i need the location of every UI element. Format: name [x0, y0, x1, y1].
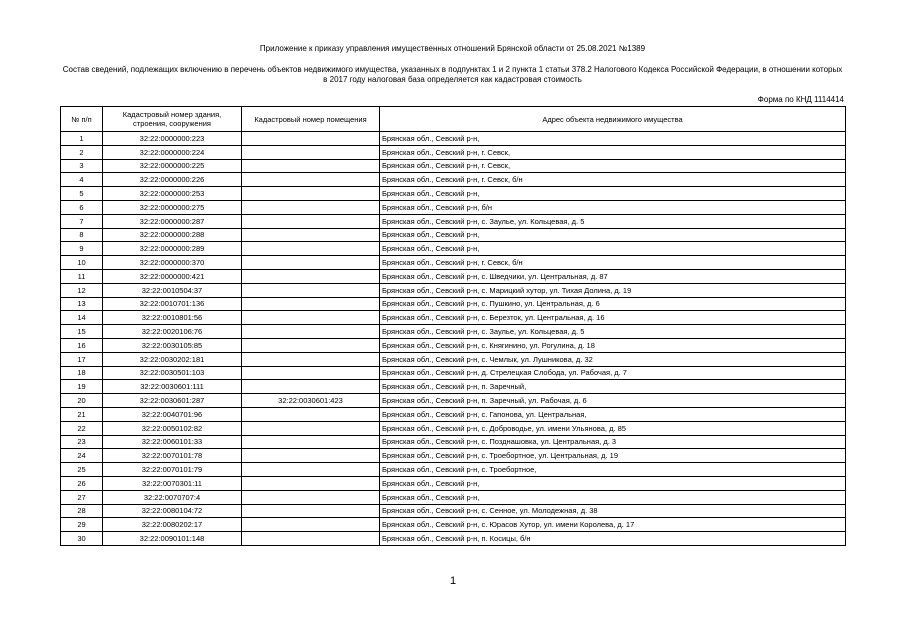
document-header: Приложение к приказу управления имущественных отношений Брянской области от 25.08.2021 №1389 [259, 44, 646, 53]
address: Брянская обл., Севский р-н, п. Заречный, ул. Рабочая, д. 6 [380, 394, 846, 408]
column-header-num: № п/п [61, 107, 103, 132]
room-cadastral-number [242, 311, 380, 325]
row-number: 24 [61, 449, 103, 463]
table-row [61, 200, 846, 214]
room-cadastral-number [242, 214, 380, 228]
row-number: 16 [61, 338, 103, 352]
table-row [61, 352, 846, 366]
room-cadastral-number [242, 366, 380, 380]
row-number: 3 [61, 159, 103, 173]
room-cadastral-number [242, 187, 380, 201]
address: Брянская обл., Севский р-н, с. Шведчики, ул. Центральная, д. 87 [380, 269, 846, 283]
address: Брянская обл., Севский р-н, с. Заулье, ул. Кольцевая, д. 5 [380, 325, 846, 339]
building-cadastral-number: 32:22:0000000:370 [103, 256, 242, 270]
table-row [61, 269, 846, 283]
table-row [61, 435, 846, 449]
form-code-label: Форма по КНД 1114414 [757, 95, 844, 104]
building-cadastral-number: 32:22:0070301:11 [103, 476, 242, 490]
row-number: 9 [61, 242, 103, 256]
room-cadastral-number [242, 476, 380, 490]
address: Брянская обл., Севский р-н, с. Доброводье, ул. имени Ульянова, д. 85 [380, 421, 846, 435]
building-cadastral-number: 32:22:0030202:181 [103, 352, 242, 366]
table-row [61, 145, 846, 159]
table-row [61, 132, 846, 146]
table-row [61, 283, 846, 297]
building-cadastral-number: 32:22:0090101:148 [103, 532, 242, 546]
building-cadastral-number: 32:22:0050102:82 [103, 421, 242, 435]
room-cadastral-number [242, 352, 380, 366]
row-number: 20 [61, 394, 103, 408]
property-table [60, 106, 846, 546]
address: Брянская обл., Севский р-н, п. Заречный, [380, 380, 846, 394]
room-cadastral-number [242, 145, 380, 159]
table-row [61, 380, 846, 394]
table-row [61, 476, 846, 490]
table-row [61, 173, 846, 187]
address: Брянская обл., Севский р-н, с. Березток, ул. Центральная, д. 16 [380, 311, 846, 325]
building-cadastral-number: 32:22:0070101:79 [103, 463, 242, 477]
room-cadastral-number [242, 490, 380, 504]
row-number: 13 [61, 297, 103, 311]
column-header-building: Кадастровый номер здания, строения, сооружения [103, 107, 242, 132]
row-number: 19 [61, 380, 103, 394]
address: Брянская обл., Севский р-н, [380, 490, 846, 504]
page-number: 1 [450, 575, 457, 587]
room-cadastral-number [242, 504, 380, 518]
building-cadastral-number: 32:22:0000000:225 [103, 159, 242, 173]
table-row [61, 490, 846, 504]
address: Брянская обл., Севский р-н, с. Гапонова, ул. Центральная, [380, 407, 846, 421]
building-cadastral-number: 32:22:0040701:96 [103, 407, 242, 421]
room-cadastral-number [242, 435, 380, 449]
table-row [61, 449, 846, 463]
address: Брянская обл., Севский р-н, с. Сенное, ул. Молодежная, д. 38 [380, 504, 846, 518]
table-row [61, 256, 846, 270]
building-cadastral-number: 32:22:0000000:421 [103, 269, 242, 283]
address: Брянская обл., Севский р-н, с. Княгинино, ул. Рогулина, д. 18 [380, 338, 846, 352]
building-cadastral-number: 32:22:0010801:56 [103, 311, 242, 325]
building-cadastral-number: 32:22:0000000:253 [103, 187, 242, 201]
table-row [61, 297, 846, 311]
address: Брянская обл., Севский р-н, с. Троебортное, ул. Центральная, д. 19 [380, 449, 846, 463]
room-cadastral-number [242, 283, 380, 297]
table-row [61, 214, 846, 228]
address: Брянская обл., Севский р-н, с. Юрасов Хутор, ул. имени Королева, д. 17 [380, 518, 846, 532]
row-number: 8 [61, 228, 103, 242]
address: Брянская обл., Севский р-н, [380, 228, 846, 242]
row-number: 2 [61, 145, 103, 159]
room-cadastral-number [242, 242, 380, 256]
room-cadastral-number [242, 325, 380, 339]
table-row [61, 159, 846, 173]
room-cadastral-number [242, 532, 380, 546]
building-cadastral-number: 32:22:0000000:287 [103, 214, 242, 228]
room-cadastral-number [242, 407, 380, 421]
address: Брянская обл., Севский р-н, п. Косицы, б/н [380, 532, 846, 546]
document-description: Состав сведений, подлежащих включению в перечень объектов недвижимого имущества, указанных в подпунктах 1 и 2 пункта 1 статьи 378.2 Налогового Кодекса Российской Федерации, в отношении которых в 2017 году налоговая база определяется как кадастровая стоимость [62, 65, 843, 84]
room-cadastral-number [242, 338, 380, 352]
building-cadastral-number: 32:22:0080202:17 [103, 518, 242, 532]
building-cadastral-number: 32:22:0030601:111 [103, 380, 242, 394]
row-number: 28 [61, 504, 103, 518]
row-number: 26 [61, 476, 103, 490]
building-cadastral-number: 32:22:0020106:76 [103, 325, 242, 339]
address: Брянская обл., Севский р-н, [380, 476, 846, 490]
address: Брянская обл., Севский р-н, б/н [380, 200, 846, 214]
room-cadastral-number: 32:22:0030601:423 [242, 394, 380, 408]
row-number: 18 [61, 366, 103, 380]
row-number: 30 [61, 532, 103, 546]
room-cadastral-number [242, 173, 380, 187]
row-number: 1 [61, 132, 103, 146]
row-number: 21 [61, 407, 103, 421]
building-cadastral-number: 32:22:0060101:33 [103, 435, 242, 449]
table-body [61, 132, 846, 546]
table-row [61, 325, 846, 339]
building-cadastral-number: 32:22:0000000:289 [103, 242, 242, 256]
row-number: 25 [61, 463, 103, 477]
room-cadastral-number [242, 421, 380, 435]
building-cadastral-number: 32:22:0030601:287 [103, 394, 242, 408]
table-row [61, 394, 846, 408]
room-cadastral-number [242, 380, 380, 394]
column-header-address: Адрес объекта недвижимого имущества [380, 107, 846, 132]
row-number: 27 [61, 490, 103, 504]
table-row [61, 338, 846, 352]
room-cadastral-number [242, 297, 380, 311]
table-row [61, 421, 846, 435]
address: Брянская обл., Севский р-н, г. Севск, б/н [380, 256, 846, 270]
room-cadastral-number [242, 463, 380, 477]
address: Брянская обл., Севский р-н, г. Севск, б/н [380, 173, 846, 187]
table-row [61, 311, 846, 325]
building-cadastral-number: 32:22:0000000:288 [103, 228, 242, 242]
table-row [61, 504, 846, 518]
building-cadastral-number: 32:22:0030105:85 [103, 338, 242, 352]
address: Брянская обл., Севский р-н, с. Чемлык, ул. Лушникова, д. 32 [380, 352, 846, 366]
building-cadastral-number: 32:22:0010701:136 [103, 297, 242, 311]
row-number: 5 [61, 187, 103, 201]
table-row [61, 518, 846, 532]
row-number: 4 [61, 173, 103, 187]
row-number: 11 [61, 269, 103, 283]
building-cadastral-number: 32:22:0010504:37 [103, 283, 242, 297]
table-row [61, 366, 846, 380]
room-cadastral-number [242, 132, 380, 146]
row-number: 7 [61, 214, 103, 228]
address: Брянская обл., Севский р-н, [380, 242, 846, 256]
address: Брянская обл., Севский р-н, с. Заулье, ул. Кольцевая, д. 5 [380, 214, 846, 228]
address: Брянская обл., Севский р-н, с. Позднашовка, ул. Центральная, д. 3 [380, 435, 846, 449]
table-row [61, 242, 846, 256]
row-number: 17 [61, 352, 103, 366]
table-row [61, 532, 846, 546]
room-cadastral-number [242, 200, 380, 214]
column-header-room: Кадастровый номер помещения [242, 107, 380, 132]
building-cadastral-number: 32:22:0000000:275 [103, 200, 242, 214]
table-row [61, 463, 846, 477]
row-number: 23 [61, 435, 103, 449]
room-cadastral-number [242, 449, 380, 463]
address: Брянская обл., Севский р-н, с. Пушкино, ул. Центральная, д. 6 [380, 297, 846, 311]
row-number: 29 [61, 518, 103, 532]
row-number: 10 [61, 256, 103, 270]
address: Брянская обл., Севский р-н, с. Марицкий хутор, ул. Тихая Долина, д. 19 [380, 283, 846, 297]
building-cadastral-number: 32:22:0000000:224 [103, 145, 242, 159]
building-cadastral-number: 32:22:0070707:4 [103, 490, 242, 504]
room-cadastral-number [242, 256, 380, 270]
table-header-row [61, 107, 846, 132]
address: Брянская обл., Севский р-н, д. Стрелецкая Слобода, ул. Рабочая, д. 7 [380, 366, 846, 380]
row-number: 22 [61, 421, 103, 435]
building-cadastral-number: 32:22:0000000:226 [103, 173, 242, 187]
room-cadastral-number [242, 518, 380, 532]
row-number: 12 [61, 283, 103, 297]
address: Брянская обл., Севский р-н, с. Троебортное, [380, 463, 846, 477]
room-cadastral-number [242, 269, 380, 283]
row-number: 6 [61, 200, 103, 214]
room-cadastral-number [242, 159, 380, 173]
table-row [61, 187, 846, 201]
address: Брянская обл., Севский р-н, г. Севск, [380, 145, 846, 159]
address: Брянская обл., Севский р-н, г. Севск, [380, 159, 846, 173]
address: Брянская обл., Севский р-н, [380, 132, 846, 146]
address: Брянская обл., Севский р-н, [380, 187, 846, 201]
table-row [61, 407, 846, 421]
building-cadastral-number: 32:22:0080104:72 [103, 504, 242, 518]
room-cadastral-number [242, 228, 380, 242]
row-number: 14 [61, 311, 103, 325]
table-row [61, 228, 846, 242]
building-cadastral-number: 32:22:0070101:78 [103, 449, 242, 463]
building-cadastral-number: 32:22:0030501:103 [103, 366, 242, 380]
building-cadastral-number: 32:22:0000000:223 [103, 132, 242, 146]
row-number: 15 [61, 325, 103, 339]
